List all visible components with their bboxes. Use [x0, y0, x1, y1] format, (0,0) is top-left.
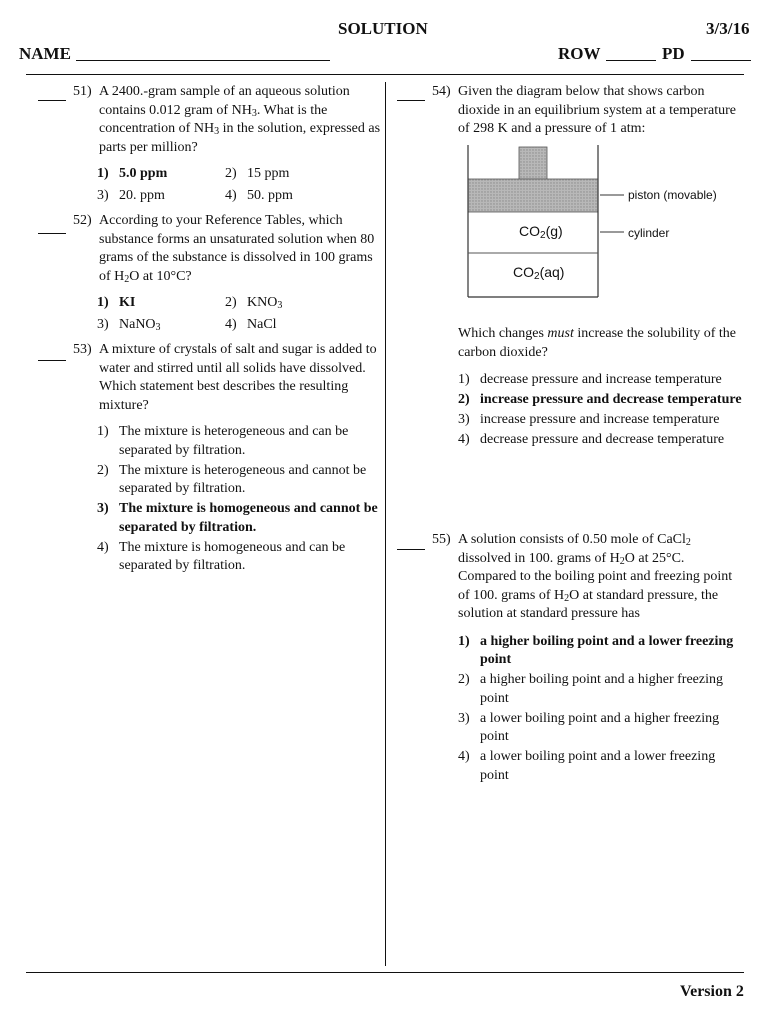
choice-3: 3) 20. ppm — [97, 188, 165, 203]
choice-3: 3) increase pressure and increase temperature — [458, 412, 720, 427]
page-title: SOLUTION — [338, 19, 428, 38]
header-divider — [26, 74, 744, 75]
choice-4: 4) The mixture is homogeneous and can be separated by filtration. — [97, 539, 346, 573]
cylinder-label: cylinder — [628, 226, 670, 240]
question-prompt: Which changes must increase the solubility of the carbon dioxide? — [458, 326, 736, 360]
answer-blank-53[interactable] — [38, 360, 66, 361]
choice-1: 1) decrease pressure and increase temperature — [458, 372, 722, 387]
version-label: Version 2 — [680, 983, 744, 1000]
date: 3/3/16 — [706, 19, 750, 38]
question-number: 54) — [432, 84, 451, 99]
question-54-prompt — [458, 325, 744, 451]
gas-label: $CO_2(g)$ — [519, 223, 563, 241]
question-text: A solution consists of 0.50 mole of CaCl$_2$ dissolved in 100. grams of $H_2O$ at 25°C. Compared to the boiling point and freezing point of 100. grams of $H_2O$ at standard pressure, the solution at standard pressure has — [458, 532, 733, 621]
choice-2: 2) $KNO_3$ — [225, 295, 283, 311]
question-number: 52) — [73, 213, 92, 228]
choices — [458, 633, 744, 786]
choice-1: 1) KI — [97, 295, 136, 310]
choice-4: 4) NaCl — [225, 317, 277, 332]
footer-divider — [26, 972, 744, 973]
choice-1: 1) a higher boiling point and a lower freezing point — [458, 633, 734, 667]
choice-4: 4) a lower boiling point and a lower freezing point — [458, 749, 716, 783]
choices — [97, 294, 381, 336]
aqueous-label: $CO_2(aq)$ — [513, 264, 565, 282]
piston-cylinder-diagram — [466, 143, 756, 301]
question-text: Given the diagram below that shows carbon dioxide in an equilibrium system at a temperature of 298 K and a pressure of 1 atm: — [458, 84, 736, 136]
piston-rod — [519, 147, 547, 181]
choice-1: 1) 5.0 ppm — [97, 166, 168, 181]
question-51 — [73, 83, 381, 207]
answer-blank-55[interactable] — [397, 549, 425, 550]
choice-2: 2) The mixture is heterogeneous and cannot be separated by filtration. — [97, 462, 367, 496]
question-text: According to your Reference Tables, which substance forms an unsaturated solution when 80 grams of the substance is dissolved in 100 grams of $H_2O$ at 10°C? — [99, 213, 375, 285]
choice-3: 3) NaNO$_3$ — [97, 317, 161, 333]
choices — [458, 371, 744, 450]
question-number: 51) — [73, 84, 92, 99]
name-label: NAME — [19, 44, 71, 63]
question-53 — [73, 341, 381, 577]
name-field[interactable] — [76, 60, 330, 61]
choice-2: 2) increase pressure and decrease temperature — [458, 392, 742, 407]
question-number: 55) — [432, 532, 451, 547]
answer-blank-52[interactable] — [38, 233, 66, 234]
row-label: ROW — [558, 44, 601, 63]
answer-blank-51[interactable] — [38, 100, 66, 101]
choice-2: 2) a higher boiling point and a higher freezing point — [458, 672, 723, 706]
question-text: A mixture of crystals of salt and sugar is added to water and stirred until all solids have dissolved. Which statement best describes the resulting mixture? — [99, 342, 377, 413]
pd-label: PD — [662, 44, 685, 63]
choice-3: 3) The mixture is homogeneous and cannot be separated by filtration. — [97, 501, 378, 535]
choice-4: 4) 50. ppm — [225, 188, 293, 203]
choice-1: 1) The mixture is heterogeneous and can be separated by filtration. — [97, 424, 349, 458]
row-field[interactable] — [606, 60, 656, 61]
answer-blank-54[interactable] — [397, 100, 425, 101]
question-text: A 2400.-gram sample of an aqueous solution contains 0.012 gram of $NH_3$. What is the concentration of $NH_3$ in the solution, expressed as parts per million? — [99, 84, 381, 155]
question-55 — [432, 531, 744, 787]
question-54 — [432, 83, 744, 139]
column-divider — [385, 82, 386, 966]
question-number: 53) — [73, 342, 92, 357]
choices — [97, 165, 381, 207]
choice-2: 2) 15 ppm — [225, 166, 290, 181]
pd-field[interactable] — [691, 60, 751, 61]
piston-label: piston (movable) — [628, 188, 717, 202]
question-52 — [73, 212, 381, 336]
choice-3: 3) a lower boiling point and a higher freezing point — [458, 710, 720, 744]
piston-head — [468, 179, 598, 212]
choices — [97, 423, 381, 576]
choice-4: 4) decrease pressure and decrease temperature — [458, 432, 725, 447]
